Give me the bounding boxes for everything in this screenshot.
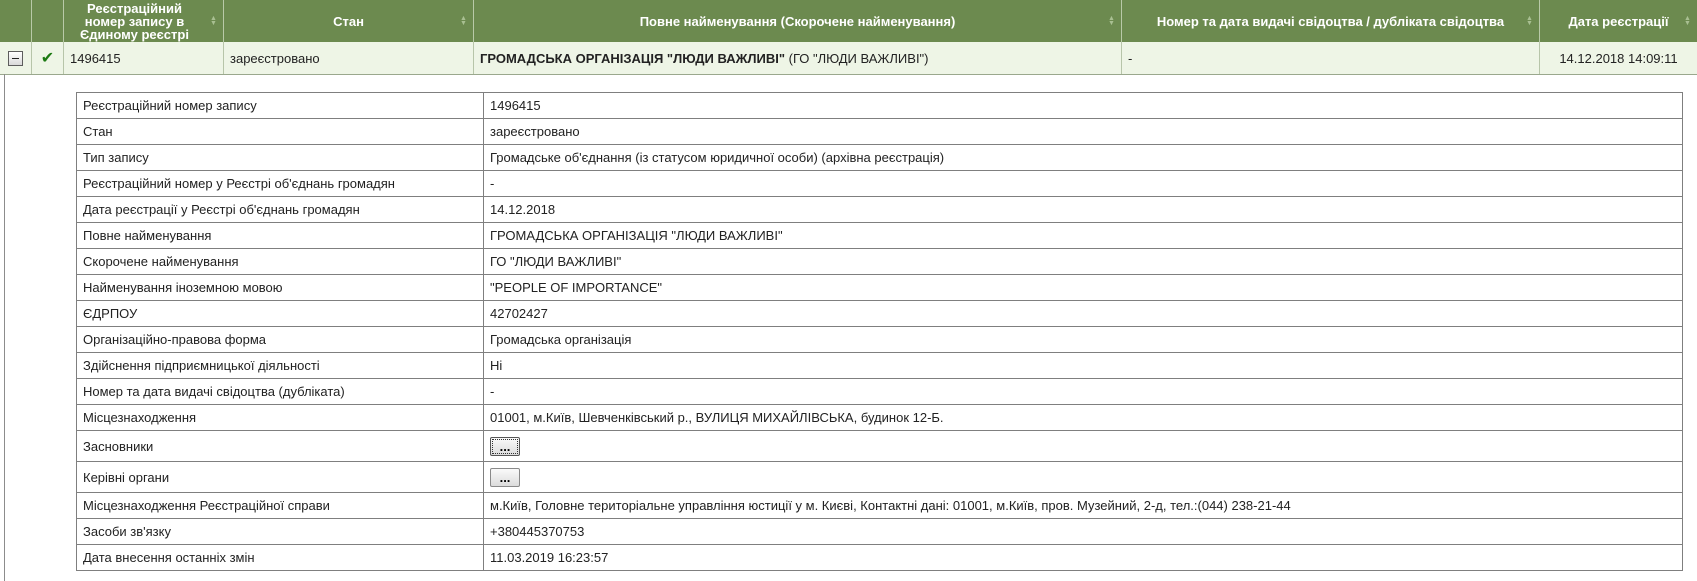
detail-value: +380445370753: [484, 519, 1683, 545]
detail-value: [484, 431, 1683, 462]
header-toggle-column: [0, 0, 32, 42]
table-row[interactable]: [0, 42, 1697, 75]
detail-value: -: [484, 379, 1683, 405]
detail-row: [77, 327, 1683, 353]
detail-row: [77, 379, 1683, 405]
details-table: [76, 92, 1683, 571]
row-name: [474, 42, 1122, 74]
detail-value: -: [484, 171, 1683, 197]
detail-value: Громадська організація: [484, 327, 1683, 353]
header-reg-number[interactable]: [64, 0, 224, 42]
detail-row: [77, 301, 1683, 327]
detail-label: Місцезнаходження Реєстраційної справи: [77, 493, 484, 519]
detail-row: [77, 405, 1683, 431]
detail-row: [77, 353, 1683, 379]
founders-more-button[interactable]: ...: [490, 437, 520, 456]
detail-value: 01001, м.Київ, Шевченківський р., ВУЛИЦЯ МИХАЙЛІВСЬКА, будинок 12-Б.: [484, 405, 1683, 431]
detail-row: [77, 545, 1683, 571]
header-check-column: [32, 0, 64, 42]
governing-bodies-more-button[interactable]: ...: [490, 468, 520, 487]
row-certificate: -: [1122, 42, 1540, 74]
detail-label: Засновники: [77, 431, 484, 462]
detail-value: ГРОМАДСЬКА ОРГАНІЗАЦІЯ "ЛЮДИ ВАЖЛИВІ": [484, 223, 1683, 249]
detail-label: Здійснення підприємницької діяльності: [77, 353, 484, 379]
detail-value: зареєстровано: [484, 119, 1683, 145]
status-check-cell: [32, 42, 64, 74]
header-full-name-label: Повне найменування (Скорочене найменування): [639, 13, 956, 29]
detail-value: "PEOPLE OF IMPORTANCE": [484, 275, 1683, 301]
detail-row: [77, 431, 1683, 462]
header-certificate[interactable]: [1122, 0, 1540, 42]
detail-label: Місцезнаходження: [77, 405, 484, 431]
detail-row: [77, 93, 1683, 119]
detail-row: [77, 223, 1683, 249]
detail-row: [77, 145, 1683, 171]
detail-label: Дата внесення останніх змін: [77, 545, 484, 571]
detail-value: 42702427: [484, 301, 1683, 327]
detail-row: [77, 493, 1683, 519]
detail-row: [77, 119, 1683, 145]
table-header: [0, 0, 1697, 42]
detail-label: Керівні органи: [77, 462, 484, 493]
header-certificate-label: Номер та дата видачі свідоцтва / дубліката свідоцтва: [1156, 13, 1505, 29]
detail-label: Дата реєстрації у Реєстрі об'єднань громадян: [77, 197, 484, 223]
detail-value: м.Київ, Головне територіальне управління юстиції у м. Києві, Контактні дані: 01001, м.Київ, пров. Музейний, 2-д, тел.:(044) 238-21-44: [484, 493, 1683, 519]
detail-row: [77, 197, 1683, 223]
header-reg-date[interactable]: [1540, 0, 1697, 42]
detail-row: [77, 249, 1683, 275]
sort-arrows-icon[interactable]: ▲ ▼: [1684, 15, 1691, 27]
collapse-icon[interactable]: [8, 51, 23, 66]
detail-value: ГО "ЛЮДИ ВАЖЛИВІ": [484, 249, 1683, 275]
row-full-name: ГРОМАДСЬКА ОРГАНІЗАЦІЯ "ЛЮДИ ВАЖЛИВІ": [480, 50, 786, 66]
header-full-name[interactable]: [474, 0, 1122, 42]
detail-label: Стан: [77, 119, 484, 145]
detail-value: 11.03.2019 16:23:57: [484, 545, 1683, 571]
detail-row: [77, 171, 1683, 197]
header-reg-date-label: Дата реєстрації: [1568, 13, 1669, 29]
collapse-cell: [0, 42, 32, 74]
checkmark-icon: ✔: [40, 50, 55, 67]
row-status: зареєстровано: [224, 42, 474, 74]
detail-label: Номер та дата видачі свідоцтва (дубліката): [77, 379, 484, 405]
detail-label: ЄДРПОУ: [77, 301, 484, 327]
detail-value: Громадське об'єднання (із статусом юридичної особи) (архівна реєстрація): [484, 145, 1683, 171]
detail-row: [77, 462, 1683, 493]
detail-value: 1496415: [484, 93, 1683, 119]
detail-label: Реєстраційний номер у Реєстрі об'єднань громадян: [77, 171, 484, 197]
row-short-name: (ГО "ЛЮДИ ВАЖЛИВІ"): [788, 50, 929, 66]
detail-value: [484, 462, 1683, 493]
detail-label: Засоби зв'язку: [77, 519, 484, 545]
detail-value: 14.12.2018: [484, 197, 1683, 223]
sort-arrows-icon[interactable]: ▲ ▼: [1526, 15, 1533, 27]
row-reg-date: 14.12.2018 14:09:11: [1559, 50, 1678, 66]
header-status-label: Стан: [333, 13, 364, 29]
detail-row: [77, 519, 1683, 545]
detail-label: Скорочене найменування: [77, 249, 484, 275]
row-reg-number: 1496415: [64, 42, 224, 74]
header-reg-number-label: Реєстраційний номер запису в Єдиному реєстрі: [80, 0, 189, 42]
header-status[interactable]: [224, 0, 474, 42]
detail-value: Ні: [484, 353, 1683, 379]
detail-label: Організаційно-правова форма: [77, 327, 484, 353]
detail-label: Тип запису: [77, 145, 484, 171]
detail-label: Реєстраційний номер запису: [77, 93, 484, 119]
sort-arrows-icon[interactable]: ▲ ▼: [210, 15, 217, 27]
detail-label: Найменування іноземною мовою: [77, 275, 484, 301]
sort-arrows-icon[interactable]: ▲ ▼: [460, 15, 467, 27]
sort-arrows-icon[interactable]: ▲ ▼: [1108, 15, 1115, 27]
detail-label: Повне найменування: [77, 223, 484, 249]
detail-row: [77, 275, 1683, 301]
